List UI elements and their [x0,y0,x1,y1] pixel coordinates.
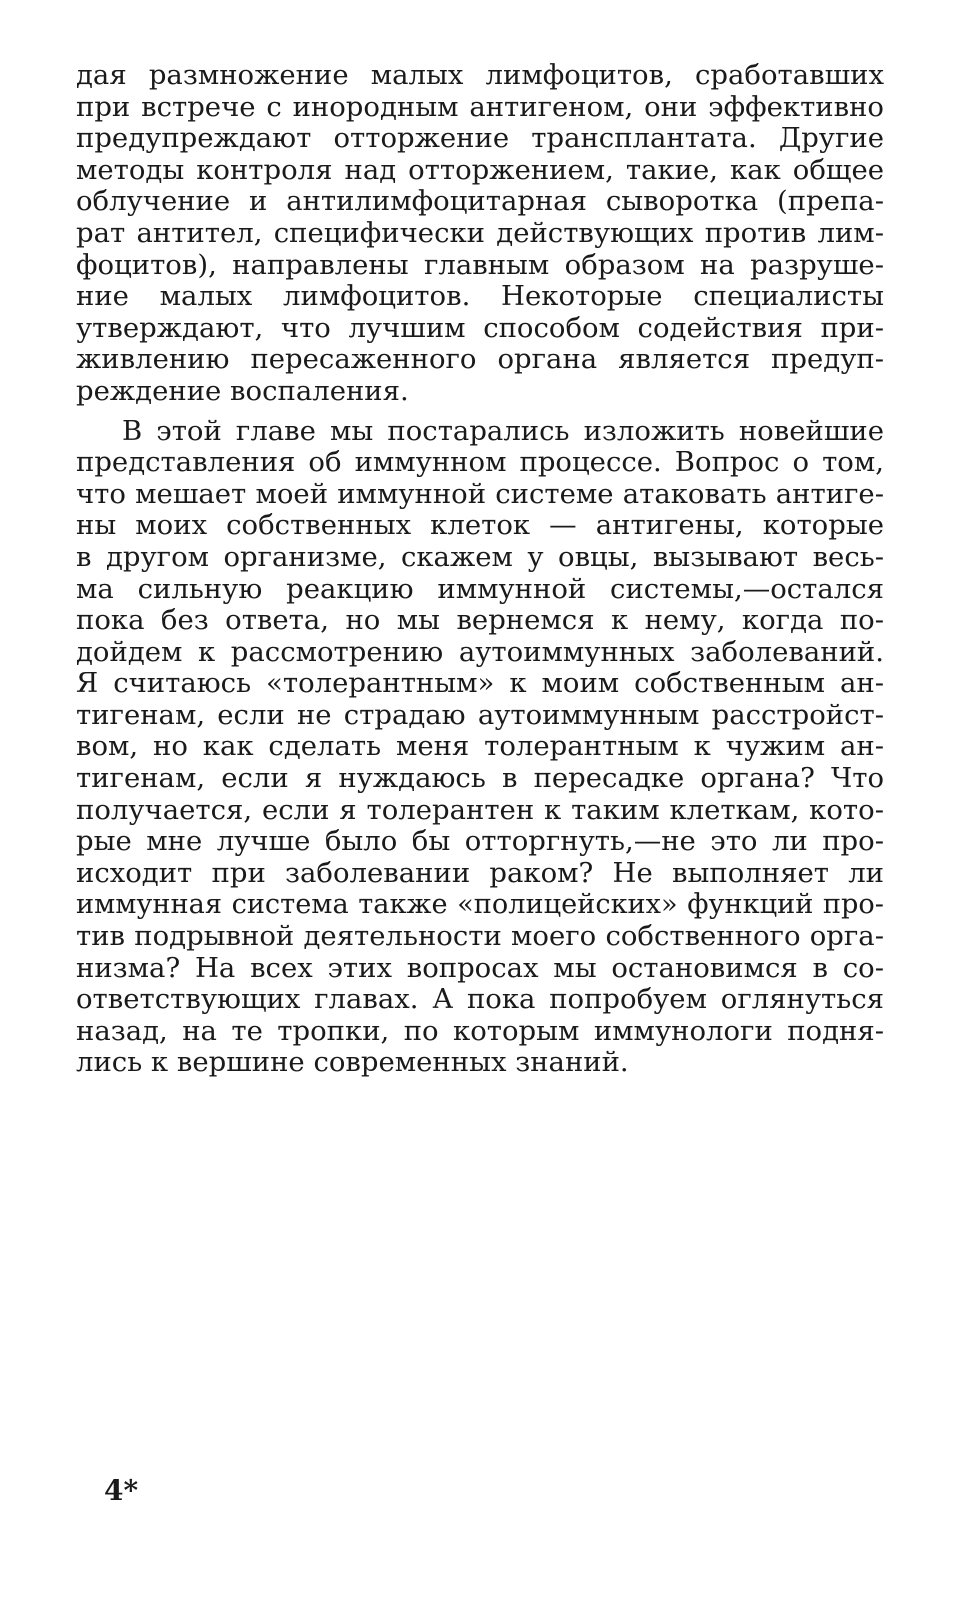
text-line: пока без ответа, но мы вернемся к нему, когда по- [76,604,884,637]
text-line: Я считаюсь «толерантным» к моим собственным ан- [76,667,884,700]
text-line: ние малых лимфоцитов. Некоторые специалисты [76,280,884,313]
text-line: что мешает моей иммунной системе атаковать антиге- [76,477,884,510]
text-line: ны моих собственных клеток — антигены, которые [76,509,884,542]
body-text [76,60,884,1079]
text-line: дойдем к рассмотрению аутоиммунных заболеваний. [76,635,884,668]
text-line: ответствующих главах. А пока попробуем оглянуться [76,983,884,1016]
text-line: тив подрывной деятельности моего собственного орга- [76,920,884,953]
text-line: утверждают, что лучшим способом содействия при- [76,311,884,344]
text-line: живлению пересаженного органа является предуп- [76,343,884,376]
text-line: представления об иммунном процессе. Вопрос о том, [76,446,884,479]
text-line: методы контроля над отторжением, такие, как общее [76,153,884,186]
text-line: фоцитов), направлены главным образом на разруше- [76,248,884,281]
text-line: назад, на те тропки, по которым иммунологи подня- [76,1014,884,1047]
page-number: 4* [104,1474,139,1507]
text-line: иммунная система также «полицейских» функций про- [76,889,884,921]
text-line: вом, но как сделать меня толерантным к чужим ан- [76,730,884,763]
text-line: облучение и антилимфоцитарная сыворотка (препа- [76,185,884,218]
text-line: лись к вершине современных знаний. [76,1046,629,1079]
text-line: в другом организме, скажем у овцы, вызывают весь- [76,540,884,573]
text-line: реждение воспаления. [76,374,409,407]
text-line: тигенам, если я нуждаюсь в пересадке органа? Что [76,762,884,795]
paragraph-1 [76,60,884,408]
text-line: рат антител, специфически действующих против лим- [76,216,884,249]
text-line: при встрече с инородным антигеном, они эффективно [76,90,884,123]
text-line: дая размножение малых лимфоцитов, сработавших [76,59,884,91]
text-line: предупреждают отторжение трансплантата. Другие [76,122,884,155]
text-line: исходит при заболевании раком? Не выполняет ли [76,856,884,889]
text-line: В этой главе мы постарались изложить новейшие [122,414,884,447]
text-line: получается, если я толерантен к таким клеткам, кото- [76,793,884,826]
text-line: тигенам, если не страдаю аутоиммунным расстройст- [76,698,884,731]
text-line: низма? На всех этих вопросах мы остановимся в со- [76,951,884,984]
text-line: ма сильную реакцию иммунной системы,—остался [76,572,884,605]
paragraph-2 [76,416,884,1079]
text-line: рые мне лучше было бы отторгнуть,—не это ли про- [76,825,884,858]
